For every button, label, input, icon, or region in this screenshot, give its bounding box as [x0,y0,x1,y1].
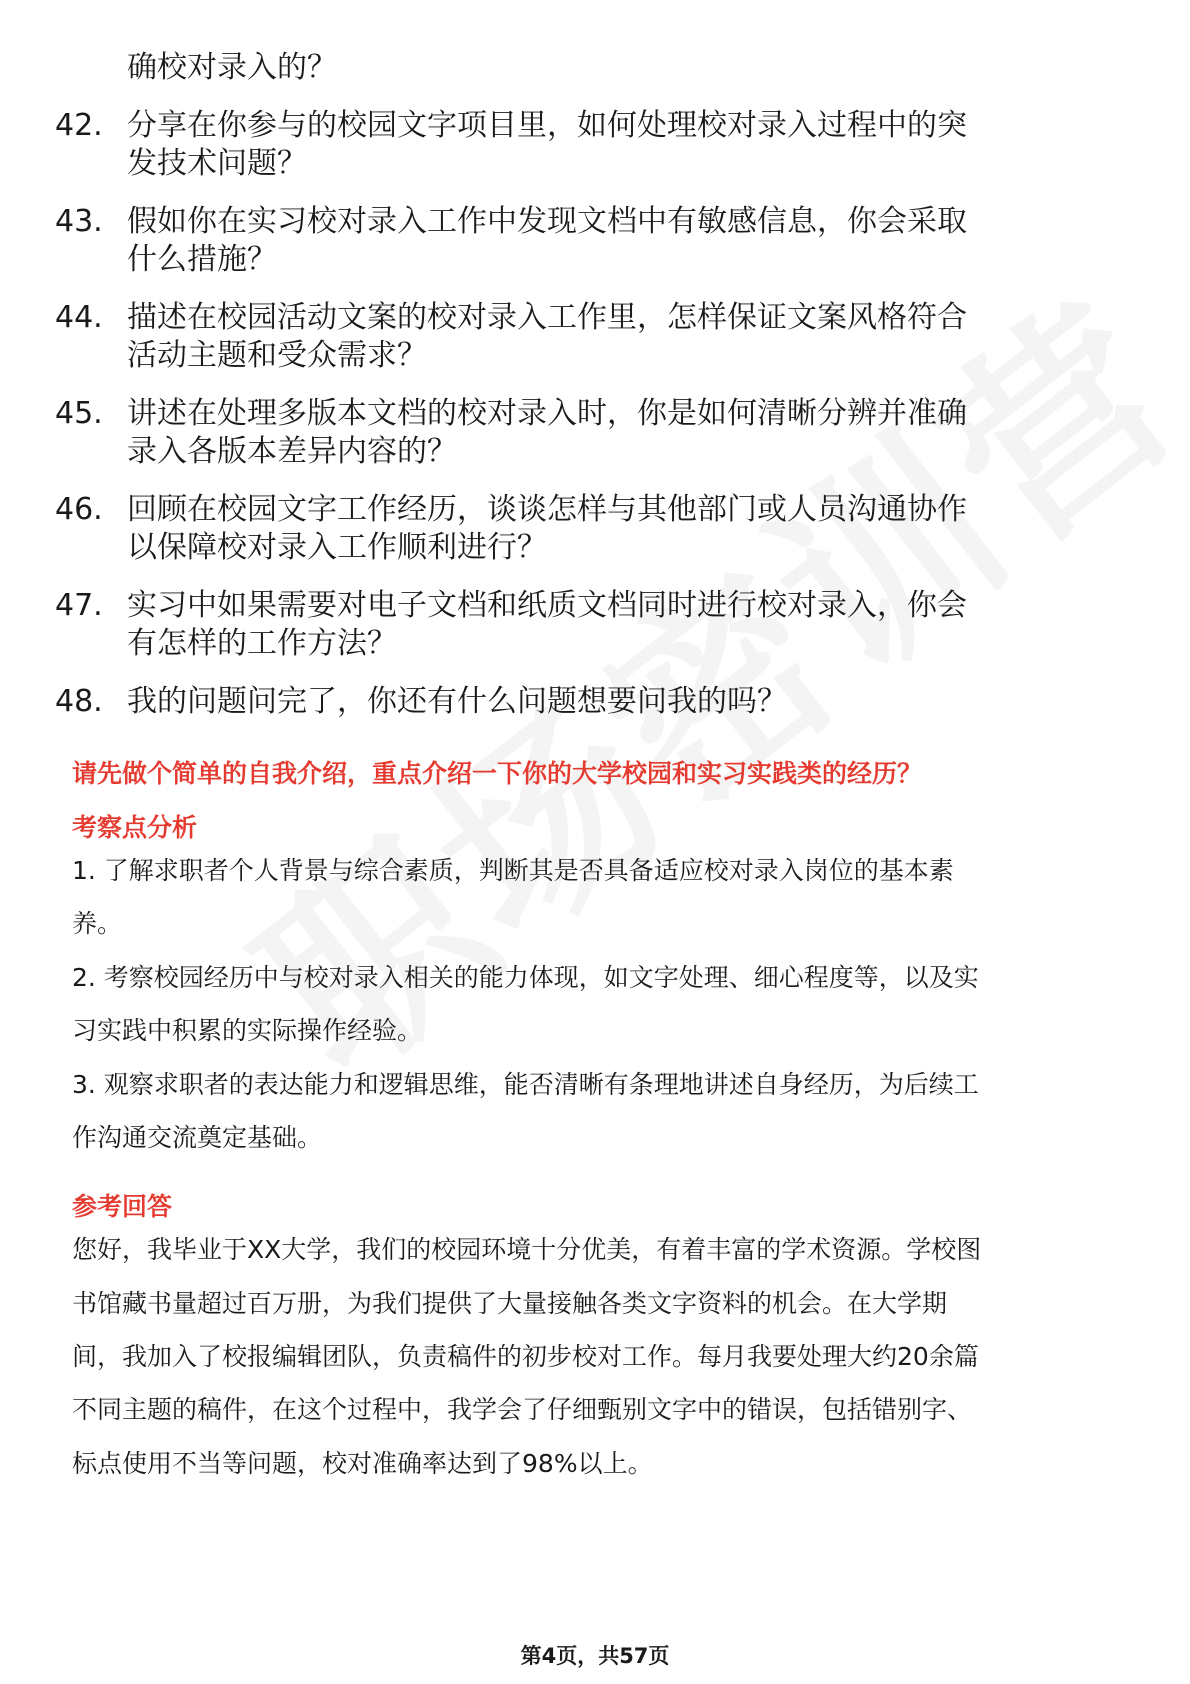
question-line: 发技术问题？ [127,146,307,181]
analysis-line: 3. 观察求职者的表达能力和逻辑思维，能否清晰有条理地讲述自身经历，为后续工 [72,1070,979,1099]
analysis-line: 1. 了解求职者个人背景与综合素质，判断其是否具备适应校对录入岗位的基本素 [72,856,954,885]
question-line: 描述在校园活动文案的校对录入工作里，怎样保证文案风格符合 [127,300,967,335]
answer-line: 间，我加入了校报编辑团队，负责稿件的初步校对工作。每月我要处理大约20余篇 [72,1342,979,1371]
section-question-heading: 请先做个简单的自我介绍，重点介绍一下你的大学校园和实习实践类的经历？ [72,759,923,788]
question-line: 活动主题和受众需求？ [127,338,427,373]
question-line: 假如你在实习校对录入工作中发现文档中有敏感信息，你会采取 [127,204,967,239]
analysis-line: 作沟通交流奠定基础。 [72,1123,323,1152]
question-continuation: 确校对录入的？ [127,50,337,85]
question-number: 42. [55,108,103,143]
question-number: 44. [55,300,103,335]
question-line: 以保障校对录入工作顺利进行？ [127,530,547,565]
answer-line: 书馆藏书量超过百万册，为我们提供了大量接触各类文字资料的机会。在大学期 [72,1289,948,1318]
question-line: 回顾在校园文字工作经历，谈谈怎样与其他部门或人员沟通协作 [127,492,967,527]
question-number: 45. [55,396,103,431]
watermark-text [191,336,1190,1284]
question-line: 什么措施？ [127,242,277,277]
answer-heading: 参考回答 [72,1192,173,1221]
page-number: 第4页，共57页 [520,1644,670,1668]
analysis-heading: 考察点分析 [72,813,198,842]
analysis-line: 2. 考察校园经历中与校对录入相关的能力体现，如文字处理、细心程度等，以及实 [72,963,979,992]
question-line: 分享在你参与的校园文字项目里，如何处理校对录入过程中的突 [127,108,967,143]
question-line: 实习中如果需要对电子文档和纸质文档同时进行校对录入，你会 [127,588,967,623]
question-line: 有怎样的工作方法？ [127,626,397,661]
analysis-line: 习实践中积累的实际操作经验。 [72,1016,423,1045]
question-line: 讲述在处理多版本文档的校对录入时，你是如何清晰分辨并准确 [127,396,967,431]
answer-line: 标点使用不当等问题，校对准确率达到了98%以上。 [72,1449,653,1478]
answer-line: 不同主题的稿件，在这个过程中，我学会了仔细甄别文字中的错误，包括错别字、 [72,1395,973,1424]
question-line: 录入各版本差异内容的？ [127,434,457,469]
question-number: 47. [55,588,103,623]
question-number: 43. [55,204,103,239]
question-number: 48. [55,684,103,719]
question-number: 46. [55,492,103,527]
analysis-line: 养。 [72,909,123,938]
answer-line: 您好，我毕业于XX大学，我们的校园环境十分优美，有着丰富的学术资源。学校图 [72,1235,982,1264]
question-line: 我的问题问完了，你还有什么问题想要问我的吗？ [127,684,787,719]
